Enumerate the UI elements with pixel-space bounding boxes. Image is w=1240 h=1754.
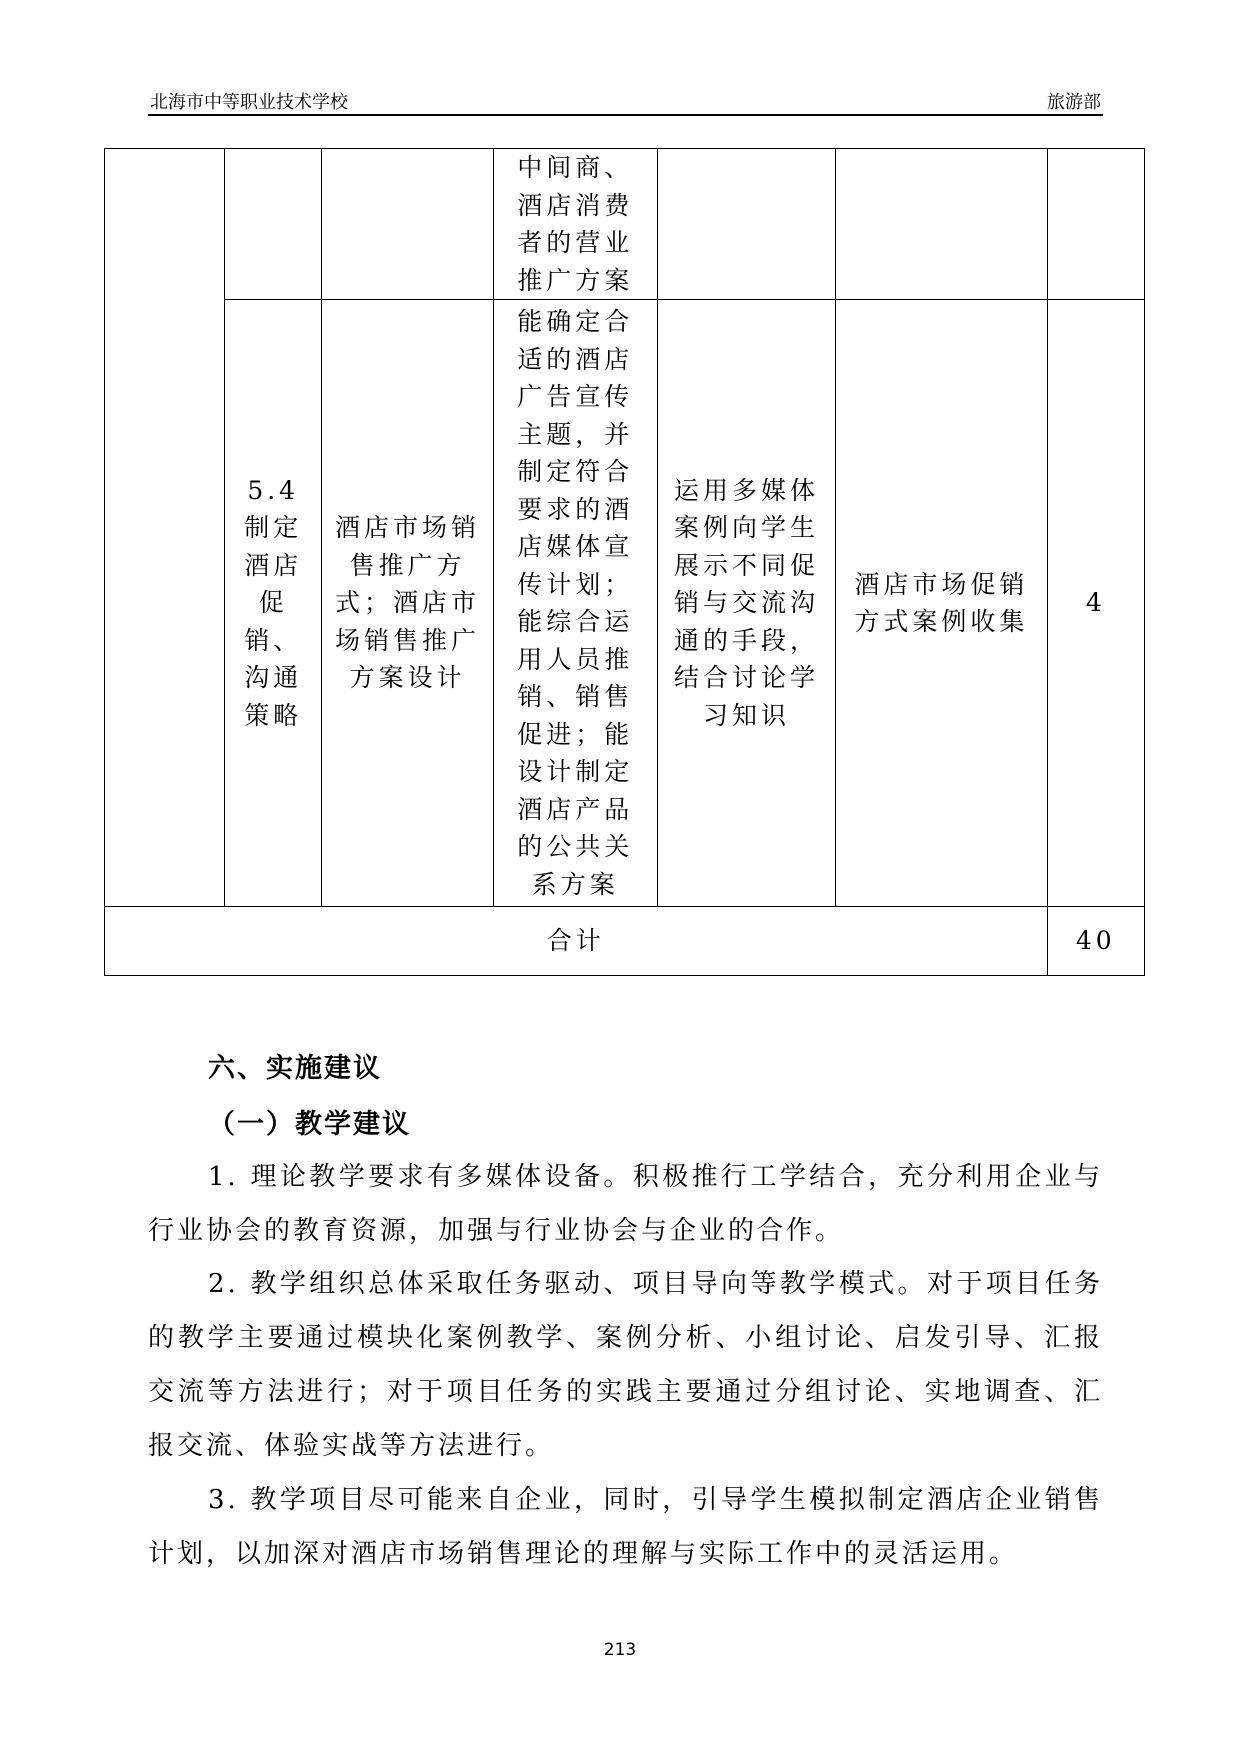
activities-cell: 运用多媒体 案例向学生 展示不同促 销与交流沟 通的手段， 结合讨论学 习知识 (657, 300, 835, 907)
resources-cell: 酒店市场促销 方式案例收集 (836, 300, 1047, 907)
content-cell (322, 149, 493, 300)
paragraph-text: 1. 理论教学要求有多媒体设备。积极推行工学结合，充分利用企业与行业协会的教育资源，加强与行业协会与企业的合作。 (148, 1162, 1103, 1246)
hours-cell (1047, 149, 1144, 300)
requirements-cell: 中间商、 酒店消费 者的营业 推广方案 (493, 149, 657, 300)
department-name: 旅游部 (1047, 92, 1101, 113)
requirements-cell: 能确定合 适的酒店 广告宣传 主题，并 制定符合 要求的酒 店媒体宣 传计划； 能综合运 用人员推 销、销售 促进；能 设计制定 酒店产品 的公共关 系方案 (493, 300, 657, 907)
paragraph (148, 1150, 1103, 1258)
resources-cell (836, 149, 1047, 300)
unit-cell: 5.4 制定 酒店 促 销、 沟通 策略 (225, 300, 322, 907)
paragraph (148, 1473, 1103, 1581)
total-row (105, 907, 1145, 976)
activities-cell (657, 149, 835, 300)
paragraph-text: 2. 教学组织总体采取任务驱动、项目导向等教学模式。对于项目任务的教学主要通过模块化案例教学、案例分析、小组讨论、启发引导、汇报交流等方法进行；对于项目任务的实践主要通过分组讨论、实地调查、汇报交流、体验实战等方法进行。 (148, 1269, 1103, 1461)
total-hours: 40 (1047, 907, 1144, 976)
table-row (105, 300, 1145, 907)
unit-cell (225, 149, 322, 300)
section-title: 六、实施建议 (208, 1053, 382, 1084)
paragraph-text: 3. 教学项目尽可能来自企业，同时，引导学生模拟制定酒店企业销售计划，以加深对酒店市场销售理论的理解与实际工作中的灵活运用。 (148, 1485, 1103, 1569)
page-header (148, 86, 1103, 116)
hours-cell: 4 (1047, 300, 1144, 907)
paragraph (148, 1257, 1103, 1473)
subsection-title: （一）教学建议 (208, 1109, 411, 1140)
page-number: 213 (603, 1640, 637, 1660)
content-cell: 酒店市场销 售推广方 式；酒店市 场销售推广 方案设计 (322, 300, 493, 907)
module-cell (105, 149, 225, 907)
table-row (105, 149, 1145, 300)
school-name: 北海市中等职业技术学校 (150, 92, 348, 113)
total-label: 合计 (105, 907, 1048, 976)
course-content-table (104, 148, 1145, 976)
